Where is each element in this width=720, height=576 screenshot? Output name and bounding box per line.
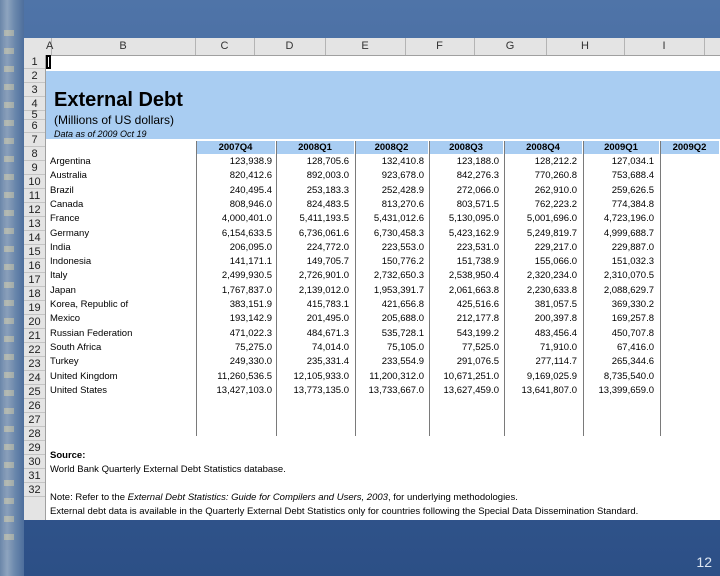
row-header-2[interactable]: 2: [24, 69, 45, 83]
debt-value-2008q3: 223,531.0: [456, 241, 499, 253]
debt-value-2008q2: 2,732,650.3: [373, 270, 424, 282]
debt-value-2009q1: 169,257.8: [611, 313, 654, 325]
debt-value-2009q2: [642, 284, 716, 298]
debt-value-2009q1: 2,088,629.7: [603, 284, 654, 296]
table-row: [46, 341, 720, 355]
country-name: Italy: [50, 270, 68, 282]
country-name: Japan: [50, 284, 76, 296]
debt-value-2009q2: [642, 341, 716, 355]
data-date: Data as of 2009 Oct 19: [54, 129, 147, 139]
debt-value-2008q3: 151,738.9: [456, 256, 499, 268]
debt-value-2009q1: 369,330.2: [611, 299, 654, 310]
debt-value-2009q2: [642, 212, 716, 226]
country-name: France: [50, 213, 80, 225]
debt-value-2007q4: 141,171.1: [229, 256, 272, 268]
debt-value-2009q1: 4,723,196.0: [603, 213, 654, 225]
table-row: [46, 255, 720, 269]
debt-value-2009q1: 259,626.5: [611, 184, 654, 196]
debt-value-2008q3: 5,130,095.0: [448, 213, 499, 225]
debt-value-2008q2: 6,730,458.3: [373, 227, 424, 239]
debt-value-2007q4: 123,938.9: [229, 156, 272, 167]
table-row: [46, 284, 720, 298]
debt-value-2007q4: 249,330.0: [229, 356, 272, 368]
column-header-h[interactable]: H: [546, 38, 625, 55]
debt-value-2007q4: 206,095.0: [229, 241, 272, 253]
debt-value-2009q1: 4,999,688.7: [603, 227, 654, 239]
table-row: [46, 198, 720, 212]
column-header-c[interactable]: C: [195, 38, 255, 55]
debt-value-2009q2: [642, 241, 716, 255]
note-prefix: Note: Refer to the: [50, 492, 128, 503]
debt-value-2008q3: 842,276.3: [456, 170, 499, 182]
debt-value-2008q2: 150,776.2: [381, 256, 424, 268]
title-block: [46, 71, 720, 139]
country-name: South Africa: [50, 341, 102, 353]
debt-value-2008q2: 1,953,391.7: [373, 284, 424, 296]
debt-value-2008q1: 149,705.7: [306, 256, 349, 268]
debt-value-2009q1: 265,344.6: [611, 356, 654, 368]
debt-value-2007q4: 383,151.9: [229, 299, 272, 310]
debt-value-2009q1: 13,399,659.0: [598, 384, 654, 396]
row-header-3[interactable]: 3: [24, 83, 45, 97]
debt-value-2009q1: 774,384.8: [611, 198, 654, 210]
column-separator: [196, 141, 197, 436]
debt-value-2007q4: 193,142.9: [229, 313, 272, 325]
country-name: Russian Federation: [50, 327, 133, 339]
debt-value-2008q3: 77,525.0: [462, 341, 499, 353]
debt-value-2009q1: 450,707.8: [611, 327, 654, 339]
debt-value-2009q2: [642, 355, 716, 369]
debt-value-2008q4: 229,217.0: [534, 241, 577, 253]
country-name: Australia: [50, 170, 87, 182]
debt-value-2008q1: 892,003.0: [306, 170, 349, 182]
table-row: [46, 241, 720, 255]
source-label: Source:: [50, 450, 86, 461]
column-header-d[interactable]: D: [254, 38, 326, 55]
table-row: [46, 355, 720, 369]
debt-value-2008q4: 2,230,633.8: [526, 284, 577, 296]
debt-value-2009q2: [642, 227, 716, 241]
country-name: United Kingdom: [50, 370, 118, 382]
column-header-i[interactable]: I: [624, 38, 705, 55]
decorative-left-strip: [0, 0, 24, 576]
row-header-15[interactable]: 15: [24, 245, 45, 259]
debt-value-2008q1: 415,783.1: [306, 299, 349, 310]
column-separator: [660, 141, 661, 436]
debt-value-2008q4: 483,456.4: [534, 327, 577, 339]
debt-value-2008q3: 13,627,459.0: [443, 384, 499, 396]
debt-value-2008q4: 277,114.7: [535, 356, 577, 368]
debt-value-2009q2: [642, 255, 716, 269]
row-header-bar: [24, 55, 46, 520]
column-header-a[interactable]: A: [46, 38, 52, 55]
debt-value-2008q2: 5,431,012.6: [373, 213, 424, 225]
cell-grid[interactable]: [46, 55, 720, 520]
debt-value-2008q2: 75,105.0: [387, 341, 424, 353]
quarter-header-2008q4: 2008Q4: [504, 141, 583, 154]
debt-value-2008q2: 132,410.8: [381, 156, 424, 167]
quarter-header-2009q2: 2009Q2: [660, 141, 720, 154]
debt-value-2009q1: 8,735,540.0: [603, 370, 654, 382]
row-header-27[interactable]: 27: [24, 413, 45, 427]
debt-value-2009q2: [642, 198, 716, 212]
debt-value-2009q1: 753,688.4: [611, 170, 654, 182]
row-header-29[interactable]: 29: [24, 441, 45, 455]
column-header-f[interactable]: F: [405, 38, 475, 55]
quarter-header-2009q1: 2009Q1: [583, 141, 660, 154]
note-guide-title: External Debt Statistics: Guide for Compilers and Users, 2003: [127, 492, 388, 503]
column-header-b[interactable]: B: [51, 38, 196, 55]
row-header-14[interactable]: 14: [24, 231, 45, 245]
debt-value-2008q3: 10,671,251.0: [443, 370, 499, 382]
debt-value-2008q1: 12,105,933.0: [293, 370, 349, 382]
column-header-bar: [24, 38, 720, 56]
debt-value-2008q3: 2,538,950.4: [448, 270, 499, 282]
debt-value-2008q4: 13,641,807.0: [521, 384, 577, 396]
column-separator: [429, 141, 430, 436]
debt-value-2008q2: 813,270.6: [381, 198, 424, 210]
table-row: [46, 169, 720, 183]
debt-value-2008q4: 770,260.8: [534, 170, 577, 182]
table-row: [46, 212, 720, 226]
debt-value-2008q3: 212,177.8: [456, 313, 499, 325]
debt-value-2009q1: 67,416.0: [617, 341, 654, 353]
debt-value-2008q1: 201,495.0: [306, 313, 349, 325]
debt-value-2007q4: 75,275.0: [235, 341, 272, 353]
debt-value-2008q3: 272,066.0: [456, 184, 499, 196]
row-header-25[interactable]: 25: [24, 385, 45, 399]
row-header-9[interactable]: 9: [24, 161, 45, 175]
debt-value-2009q2: [642, 370, 716, 384]
country-name: India: [50, 241, 71, 253]
debt-value-2007q4: 1,767,837.0: [221, 284, 272, 296]
debt-value-2008q1: 484,671.3: [306, 327, 349, 339]
row-header-23[interactable]: 23: [24, 357, 45, 371]
row-header-32[interactable]: 32: [24, 483, 45, 497]
debt-value-2008q3: 425,516.6: [456, 299, 499, 310]
debt-value-2008q2: 535,728.1: [381, 327, 424, 339]
debt-value-2008q4: 128,212.2: [534, 156, 577, 167]
debt-value-2008q3: 803,571.5: [456, 198, 499, 210]
debt-value-2008q3: 123,188.0: [456, 156, 499, 167]
debt-value-2009q2: [642, 169, 716, 183]
country-name: Argentina: [50, 156, 91, 167]
debt-value-2009q1: 2,310,070.5: [603, 270, 654, 282]
sdds-note: External debt data is available in the Quarterly External Debt Statistics only for countries following the Special Data Dissemination Standard.: [50, 506, 639, 517]
debt-value-2008q2: 205,688.0: [381, 313, 424, 325]
debt-value-2008q4: 381,057.5: [534, 299, 577, 310]
row-header-7[interactable]: 7: [24, 133, 45, 147]
row-header-26[interactable]: 26: [24, 399, 45, 413]
row-header-20[interactable]: 20: [24, 315, 45, 329]
column-separator: [276, 141, 277, 436]
country-name: Germany: [50, 227, 90, 239]
debt-value-2009q2: [642, 184, 716, 198]
column-separator: [504, 141, 505, 436]
debt-value-2007q4: 240,495.4: [229, 184, 272, 196]
debt-value-2007q4: 808,946.0: [229, 198, 272, 210]
country-name: United States: [50, 384, 108, 396]
column-separator: [355, 141, 356, 436]
debt-value-2007q4: 13,427,103.0: [216, 384, 272, 396]
country-name: Turkey: [50, 356, 79, 368]
debt-value-2008q4: 5,249,819.7: [526, 227, 577, 239]
table-row: [46, 155, 720, 169]
country-name: Indonesia: [50, 256, 92, 268]
debt-value-2008q4: 262,910.0: [534, 184, 577, 196]
country-name: Brazil: [50, 184, 74, 196]
debt-value-2008q2: 252,428.9: [381, 184, 424, 196]
debt-value-2008q3: 291,076.5: [456, 356, 499, 368]
note-suffix: , for underlying methodologies.: [387, 492, 518, 503]
row-header-22[interactable]: 22: [24, 343, 45, 357]
debt-value-2008q4: 5,001,696.0: [526, 213, 577, 225]
source-text: World Bank Quarterly External Debt Statistics database.: [50, 464, 286, 475]
column-header-g[interactable]: G: [474, 38, 547, 55]
debt-value-2009q2: [642, 269, 716, 283]
debt-value-2009q1: 151,032.3: [611, 256, 654, 268]
debt-value-2009q2: [642, 312, 716, 326]
methodology-note: [50, 492, 518, 503]
debt-value-2008q1: 235,331.4: [306, 356, 349, 368]
debt-value-2008q1: 2,726,901.0: [298, 270, 349, 282]
table-row: [46, 327, 720, 341]
row-header-18[interactable]: 18: [24, 287, 45, 301]
row-header-1[interactable]: 1: [24, 55, 45, 69]
sheet-subtitle: (Millions of US dollars): [54, 113, 175, 127]
debt-value-2007q4: 4,000,401.0: [221, 213, 272, 225]
debt-value-2007q4: 6,154,633.5: [221, 227, 272, 239]
quarter-header-2008q1: 2008Q1: [276, 141, 355, 154]
debt-value-2008q2: 923,678.0: [381, 170, 424, 182]
debt-value-2008q4: 9,169,025.9: [526, 370, 577, 382]
table-row: [46, 227, 720, 241]
debt-value-2007q4: 820,412.6: [229, 170, 272, 182]
table-row: [46, 269, 720, 283]
row-header-16[interactable]: 16: [24, 259, 45, 273]
row-header-17[interactable]: 17: [24, 273, 45, 287]
debt-value-2009q1: 229,887.0: [611, 241, 654, 253]
debt-value-2009q2: [642, 155, 716, 169]
debt-value-2008q4: 155,066.0: [534, 256, 577, 268]
debt-value-2008q1: 128,705.6: [306, 156, 349, 167]
debt-value-2008q2: 421,656.8: [381, 299, 424, 310]
debt-value-2008q1: 224,772.0: [306, 241, 349, 253]
debt-value-2009q1: 127,034.1: [611, 156, 654, 167]
sheet-title: External Debt: [54, 89, 183, 111]
debt-value-2008q4: 762,223.2: [534, 198, 577, 210]
quarter-header-2007q4: 2007Q4: [196, 141, 276, 154]
column-separator: [583, 141, 584, 436]
debt-value-2008q3: 2,061,663.8: [448, 284, 499, 296]
debt-value-2008q4: 2,320,234.0: [526, 270, 577, 282]
debt-value-2008q2: 223,553.0: [381, 241, 424, 253]
row-header-8[interactable]: 8: [24, 147, 45, 161]
debt-value-2008q2: 233,554.9: [381, 356, 424, 368]
debt-value-2008q4: 71,910.0: [540, 341, 577, 353]
debt-value-2007q4: 11,260,536.5: [217, 370, 272, 382]
country-name: Korea, Republic of: [50, 299, 129, 310]
table-row: [46, 298, 720, 312]
debt-value-2009q2: [642, 298, 716, 312]
debt-value-2008q2: 11,200,312.0: [369, 370, 424, 382]
debt-value-2008q1: 74,014.0: [312, 341, 349, 353]
row-header-30[interactable]: 30: [24, 455, 45, 469]
table-row: [46, 184, 720, 198]
quarter-header-2008q3: 2008Q3: [429, 141, 504, 154]
debt-value-2008q4: 200,397.8: [534, 313, 577, 325]
table-row: [46, 312, 720, 326]
debt-value-2008q1: 253,183.3: [306, 184, 349, 196]
row-header-31[interactable]: 31: [24, 469, 45, 483]
row-header-4[interactable]: 4: [24, 97, 45, 111]
debt-value-2007q4: 471,022.3: [229, 327, 272, 339]
row-header-5[interactable]: 5: [24, 111, 45, 120]
row-header-10[interactable]: 10: [24, 175, 45, 189]
row-header-13[interactable]: 13: [24, 217, 45, 231]
debt-value-2008q1: 13,773,135.0: [293, 384, 349, 396]
country-name: Canada: [50, 198, 84, 210]
table-row: [46, 370, 720, 384]
row-header-28[interactable]: 28: [24, 427, 45, 441]
debt-value-2008q1: 5,411,193.5: [299, 213, 349, 225]
spreadsheet[interactable]: [24, 38, 720, 520]
country-name: Mexico: [50, 313, 81, 325]
debt-value-2008q3: 543,199.2: [456, 327, 499, 339]
row-header-21[interactable]: 21: [24, 329, 45, 343]
debt-value-2008q1: 2,139,012.0: [298, 284, 349, 296]
debt-value-2009q2: [642, 384, 716, 398]
row-header-19[interactable]: 19: [24, 301, 45, 315]
debt-value-2008q1: 6,736,061.6: [298, 227, 349, 239]
debt-value-2007q4: 2,499,930.5: [221, 270, 272, 282]
debt-value-2008q3: 5,423,162.9: [448, 227, 499, 239]
row-header-6[interactable]: 6: [24, 120, 45, 133]
row-header-11[interactable]: 11: [24, 189, 45, 203]
debt-value-2009q2: [642, 327, 716, 341]
debt-value-2008q2: 13,733,667.0: [368, 384, 424, 396]
row-header-12[interactable]: 12: [24, 203, 45, 217]
active-cell-selector[interactable]: [46, 55, 51, 69]
debt-value-2008q1: 824,483.5: [306, 198, 349, 210]
table-row: [46, 384, 720, 398]
quarter-header-2008q2: 2008Q2: [355, 141, 429, 154]
row-header-24[interactable]: 24: [24, 371, 45, 385]
slide-number: 12: [696, 554, 712, 570]
column-header-e[interactable]: E: [325, 38, 406, 55]
